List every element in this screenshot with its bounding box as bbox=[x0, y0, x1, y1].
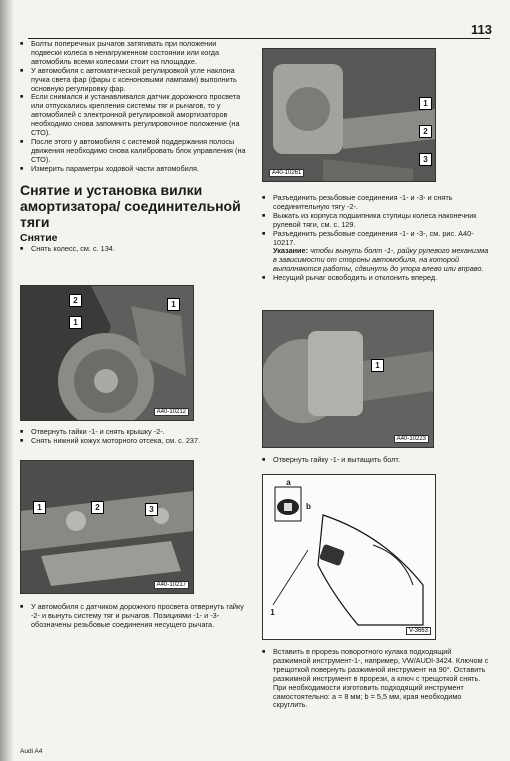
figure-linkage-photo bbox=[20, 460, 194, 594]
figure-label: A40-10223 bbox=[394, 435, 429, 443]
page-footer: Audi A4 bbox=[20, 748, 43, 755]
figure-cover-photo bbox=[20, 285, 194, 421]
list-item: ■ Отвернуть гайку -1- и вытащить болт. bbox=[262, 456, 490, 465]
right-unscrew-text bbox=[262, 456, 490, 465]
callout-label: 3 bbox=[419, 153, 432, 166]
note-label: Указание: bbox=[273, 246, 309, 256]
list-item: ■ Вставить в прорезь поворотного кулака подходящий разжимной инструмент-1-, например, VW/AUDI-3424. Ключом с трещоткой повернуть разжимной инструмент на 90°. Оставить разжимной инструмент в прорези, а ключ с трещоткой снять. При необходимости изготовить подходящий инструмент самостоятельно: a = 8 мм; b = 5,5 мм, края необходимо скруглить. bbox=[262, 648, 490, 710]
list-item: ■ Разъединить резьбовые соединения -1- и -3-, см. рис. A40-10217. bbox=[262, 230, 490, 248]
callout-label: 1 bbox=[270, 608, 275, 617]
list-item: ■ Если снимался и устанавливался датчик дорожного просвета или отпускались крепления системы тяг и рычагов, то у автомобилей с электронной регулировкой амортизаторов необходимо снова запомнить регулировочное положение (на СТО). bbox=[20, 93, 246, 138]
note-text: чтобы вынуть болт -1-, райку рулевого механизма в зависимости от стороны автомобиля, на которой выполняются работы, сдвинуть до упора влево или вправо. bbox=[273, 246, 489, 274]
list-item: ■ Измерить параметры ходовой части автомобиля. bbox=[20, 165, 246, 174]
left-column bbox=[20, 40, 246, 254]
callout-label: 1 bbox=[33, 501, 46, 514]
figure-label: A40-10217 bbox=[154, 581, 189, 589]
list-item: ■ У автомобиля с датчиком дорожного просвета отвернуть гайку -2- и вынуть систему тяг и рычагов. Позициями -1- и -3- обозначены резьбовые соединения несущего рычага. bbox=[20, 603, 246, 630]
list-item: ■ Отвернуть гайки -1- и снять крышку -2-. bbox=[20, 428, 246, 437]
list-item: ■ У автомобиля с автоматической регулировкой угле наклона пучка света фар (фары с ксеноновыми лампами) выполнить основную регулировку фар. bbox=[20, 67, 246, 94]
figure-tool-drawing bbox=[262, 474, 436, 640]
callout-label: 2 bbox=[91, 501, 104, 514]
left-bottom-text bbox=[20, 603, 246, 630]
left-mid-text bbox=[20, 428, 246, 446]
page-number: 113 bbox=[471, 22, 492, 37]
section-heading: Снятие и установка вилки амортизатора/ соединительной тяги bbox=[20, 181, 241, 230]
callout-label: 1 bbox=[371, 359, 384, 372]
callout-label: b bbox=[306, 502, 311, 511]
callout-label: 1 bbox=[69, 316, 82, 329]
figure-label: A40-10261 bbox=[269, 169, 304, 177]
callout-label: 3 bbox=[145, 503, 158, 516]
callout-label: a bbox=[286, 478, 291, 487]
note-block bbox=[262, 247, 490, 274]
right-bottom-text bbox=[262, 648, 490, 710]
intro-bullet-list bbox=[20, 40, 246, 174]
figure-bolt-photo bbox=[262, 310, 434, 448]
callout-label: 1 bbox=[167, 298, 180, 311]
callout-label: 1 bbox=[419, 97, 432, 110]
figure-label: A40-10212 bbox=[154, 408, 189, 416]
list-item: ■ Выжать из корпуса подшипника ступицы колеса наконечник рулевой тяги, см. с. 129. bbox=[262, 212, 490, 230]
page-binding-shadow bbox=[0, 0, 14, 761]
list-item: ■ Болты поперечных рычагов затягивать при положении подвески колеса в ненагруженном состоянии или когда автомобиль всеми колесами стоит на площадке. bbox=[20, 40, 246, 67]
figure-label: V-3663 bbox=[406, 627, 431, 635]
list-item: ■ Снять нижний кожух моторного отсека, см. с. 237. bbox=[20, 437, 246, 446]
callout-label: 2 bbox=[69, 294, 82, 307]
list-item: ■ Разъединить резьбовые соединения -1- и -3- и снять соединительную тягу -2-. bbox=[262, 194, 490, 212]
subsection-heading: Снятие bbox=[20, 231, 58, 244]
right-top-text bbox=[262, 194, 490, 283]
list-item: ■ Снять колесс, см. с. 134. bbox=[20, 245, 246, 254]
list-item: ■ После этого у автомобиля с системой поддержания полосы движения необходимо снова калибровать блок управления (на СТО). bbox=[20, 138, 246, 165]
figure-hub-photo bbox=[262, 48, 436, 182]
callout-label: 2 bbox=[419, 125, 432, 138]
list-item: ■ Несущий рычаг освободить и отклонить вперед. bbox=[262, 274, 490, 283]
